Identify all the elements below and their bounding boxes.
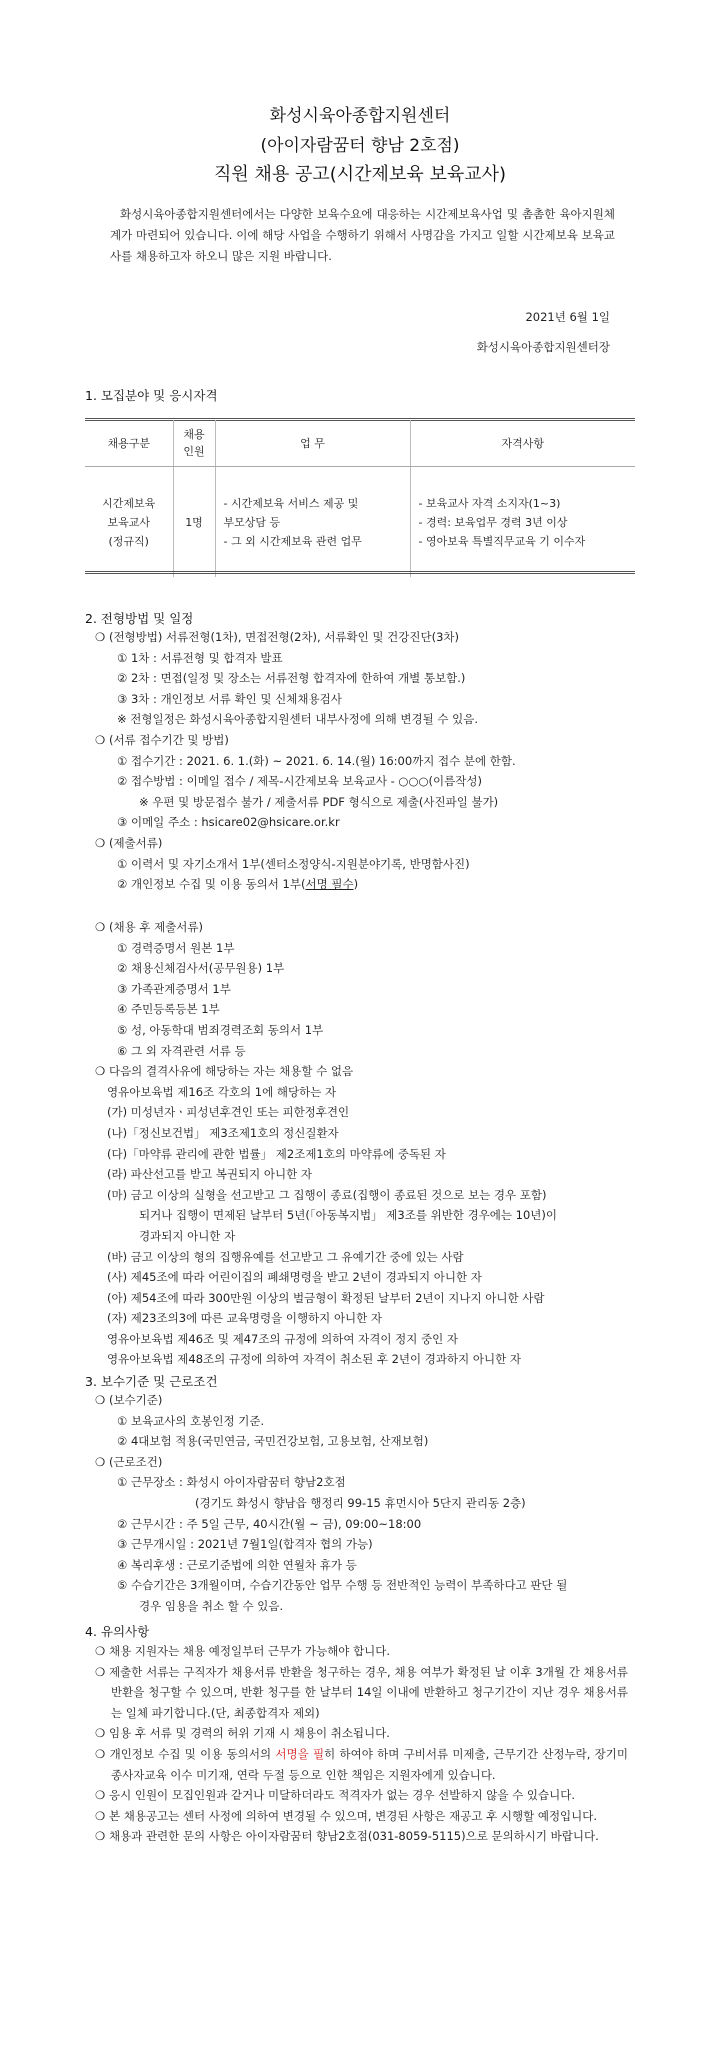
section4-title: 4. 유의사항 <box>85 1624 150 1639</box>
section3-block <box>95 1390 635 1617</box>
sub-line: ③ 가족관계증명서 1부 <box>117 981 231 996</box>
consent-close: ) <box>353 877 359 892</box>
sub-line: ② 근무시간 : 주 5일 근무, 40시간(월 ~ 금), 09:00~18:00 <box>117 1516 422 1531</box>
consent-line <box>95 874 635 895</box>
category-line: (정규직) <box>108 534 149 548</box>
sub-line: (바) 금고 이상의 형의 집행유예를 선고받고 그 유예기간 중에 있는 사람 <box>107 1249 464 1264</box>
notice-item: ❍ 채용 지원자는 채용 예정일부터 근무가 가능해야 합니다. <box>95 1644 391 1658</box>
sub-line: ① 이력서 및 자기소개서 1부(센터소정양식-지원분야기록, 반명함사진) <box>117 856 470 871</box>
sub-line: ① 보육교사의 호봉인정 기준. <box>117 1413 265 1428</box>
note-line: ※ 우편 및 방문접수 불가 / 제출서류 PDF 형식으로 제출(사진파일 불가) <box>139 794 499 809</box>
center-name-title: 화성시육아종합지원센터 <box>269 106 451 126</box>
note-line: ※ 전형일정은 화성시육아종합지원센터 내부사정에 의해 변경될 수 있음. <box>117 712 479 727</box>
sub-line: (사) 제45조에 따라 어린이집의 폐쇄명령을 받고 2년이 경과되지 아니한 자 <box>107 1270 482 1285</box>
sub-line: (다)「마약류 관리에 관한 법률」 제2조제1호의 마약류에 중독된 자 <box>107 1146 446 1161</box>
sub-line: ② 접수방법 : 이메일 접수 / 제목-시간제보육 보육교사 - ○○○(이름작성) <box>117 774 482 789</box>
cell-count: 1명 <box>173 467 215 578</box>
category-line: 시간제보육 <box>102 496 156 510</box>
header-category: 채용구분 <box>85 420 173 467</box>
bullet-line: ❍ (채용 후 제출서류) <box>95 920 204 934</box>
sub-line: ① 1차 : 서류전형 및 합격자 발표 <box>117 650 283 665</box>
sub-line: (가) 미성년자ㆍ피성년후견인 또는 피한정후견인 <box>107 1105 350 1120</box>
qual-line: - 보육교사 자격 소지자(1~3) <box>418 496 561 510</box>
section2-block <box>95 627 635 895</box>
sub-line: 경우 임용을 취소 할 수 있음. <box>139 1598 284 1613</box>
email-line: ③ 이메일 주소 : hsicare02@hsicare.or.kr <box>117 815 340 830</box>
qual-line: - 경력: 보육업무 경력 3년 이상 <box>418 515 568 529</box>
signature-required-red: 서명을 필 <box>275 1746 325 1761</box>
duty-line: 부모상담 등 <box>223 515 281 529</box>
sub-line: ② 2차 : 면접(일정 및 장소는 서류전형 합격자에 한하여 개별 통보함.) <box>117 671 466 686</box>
notice-item: ❍ 본 채용공고는 센터 사정에 의하여 변경될 수 있으며, 변경된 사항은 재공고 후 시행할 예정입니다. <box>95 1808 598 1823</box>
cell-quals <box>410 467 635 578</box>
consent-text: ② 개인정보 수집 및 이용 동의서 1부( <box>117 877 306 892</box>
sub-line: ① 근무장소 : 화성시 아이자람꿈터 향남2호점 <box>117 1475 346 1490</box>
sub-line: (라) 파산선고를 받고 복권되지 아니한 자 <box>107 1167 312 1182</box>
sub-line: ① 경력증명서 원본 1부 <box>117 940 235 955</box>
qual-line: - 영아보육 특별직무교육 기 이수자 <box>418 534 586 548</box>
table-bottom-border <box>85 571 635 574</box>
sub-line: ⑥ 그 외 자격관련 서류 등 <box>117 1043 246 1058</box>
bullet-line: ❍ (서류 접수기간 및 방법) <box>95 732 229 747</box>
cell-duties <box>215 467 410 578</box>
notice-title: 직원 채용 공고(시간제보육 보육교사) <box>213 164 507 185</box>
sub-line: 경과되지 아니한 자 <box>139 1228 236 1243</box>
consent-notice-rest: 히 하여야 하며 구비서류 미제출, 근무기간 산정누락, 장기미종사자교육 이수 미기재, 연락 두절 등으로 인한 책임은 지원자에게 있습니다. <box>111 1746 628 1782</box>
header-count-label: 채용 인원 <box>183 428 205 458</box>
sub-line: 영유아보육법 제46조 및 제47조의 규정에 의하여 자격이 정지 중인 자 <box>107 1331 458 1346</box>
duty-line: - 그 외 시간제보육 관련 업무 <box>223 534 362 548</box>
notice-item: ❍ 응시 인원이 모집인원과 같거나 미달하더라도 적격자가 없는 경우 선발하지 않을 수 있습니다. <box>95 1788 575 1803</box>
section2-title: 2. 전형방법 및 일정 <box>85 611 194 626</box>
table-row <box>85 467 635 578</box>
notice-item: ❍ 임용 후 서류 및 경력의 허위 기재 시 채용이 취소됩니다. <box>95 1726 390 1741</box>
notice-date: 2021년 6월 1일 <box>525 310 610 324</box>
sub-line: ⑤ 수습기간은 3개월이며, 수습기간동안 업무 수행 등 전반적인 능력이 부족하다고 판단 될 <box>117 1578 568 1593</box>
sub-line: ③ 근무개시일 : 2021년 7월1일(합격자 협의 가능) <box>117 1537 373 1552</box>
category-line: 보육교사 <box>107 515 150 529</box>
bullet-line: ❍ (보수기준) <box>95 1393 163 1407</box>
sub-line: 영유아보육법 제48조의 규정에 의하여 자격이 취소된 후 2년이 경과하지 아니한 자 <box>107 1352 521 1367</box>
header-duties: 업 무 <box>215 420 410 467</box>
sub-line: (마) 금고 이상의 실형을 선고받고 그 집행이 종료(집행이 종료된 것으로 보는 경우 포함) <box>107 1187 547 1202</box>
sub-line: (아) 제54조에 따라 300만원 이상의 벌금형이 확정된 날부터 2년이 지나지 아니한 사람 <box>107 1290 545 1305</box>
bullet-line: ❍ (근로조건) <box>95 1454 163 1469</box>
sub-line: ① 접수기간 : 2021. 6. 1.(화) ~ 2021. 6. 14.(월) 16:00까지 접수 분에 한함. <box>117 753 516 768</box>
signature-required: 서명 필수 <box>305 877 354 892</box>
notice-item-consent <box>95 1744 628 1785</box>
cell-category <box>85 467 173 578</box>
sub-line: 영유아보육법 제16조 각호의 1에 해당하는 자 <box>107 1084 337 1099</box>
sub-line: ⑤ 성, 아동학대 범죄경력조회 동의서 1부 <box>117 1022 324 1037</box>
section3-title: 3. 보수기준 및 근로조건 <box>85 1374 218 1389</box>
section4-block <box>95 1641 628 1847</box>
address-line: (경기도 화성시 향남읍 행정리 99-15 휴먼시아 5단지 관리동 2층) <box>195 1495 526 1510</box>
sub-line: ③ 3차 : 개인정보 서류 확인 및 신체채용검사 <box>117 691 342 706</box>
section1-title: 1. 모집분야 및 응시자격 <box>85 388 218 403</box>
notice-item: ❍ 채용과 관련한 문의 사항은 아이자람꿈터 향남2호점(031-8059-5115)으로 문의하시기 바랍니다. <box>95 1829 599 1844</box>
section2-after-block <box>95 917 635 1370</box>
issuer-name: 화성시육아종합지원센터장 <box>476 340 610 354</box>
sub-line: (자) 제23조의3에 따른 교육명령을 이행하지 아니한 자 <box>107 1311 383 1326</box>
sub-line: ② 4대보험 적용(국민연금, 국민건강보험, 고용보험, 산재보험) <box>117 1434 429 1449</box>
intro-paragraph: 화성시육아종합지원센터에서는 다양한 보육수요에 대응하는 시간제보육사업 및 촘촘한 육아지원체계가 마련되어 있습니다. 이에 해당 사업을 수행하기 위해서 사명감을 가지고 일할 시간제보육 보육교사를 채용하고자 하오니 많은 지원 바랍니다. <box>110 207 615 263</box>
sub-line: ④ 복리후생 : 근로기준법에 의한 연월차 휴가 등 <box>117 1557 357 1572</box>
notice-item: ❍ 제출한 서류는 구직자가 채용서류 반환을 청구하는 경우, 채용 여부가 확정된 날 이후 3개월 간 채용서류 반환을 청구할 수 있으며, 반환 청구를 한 날부터 14일 이내에 반환하고 청구기간이 지난 경우 채용서류는 일체 파기합니다.(단, 최종합격자 제외) <box>95 1664 628 1720</box>
bullet-line: ❍ 다음의 결격사유에 해당하는 자는 채용할 수 없음 <box>95 1064 354 1079</box>
recruitment-table <box>85 420 635 577</box>
sub-line: (나)「정신보건법」 제3조제1호의 정신질환자 <box>107 1125 339 1140</box>
header-quals: 자격사항 <box>410 420 635 467</box>
bullet-line: ❍ (전형방법) 서류전형(1차), 면접전형(2차), 서류확인 및 건강진단(3차) <box>95 630 460 644</box>
sub-line: 되거나 집행이 면제된 날부터 5년(「아동복지법」 제3조를 위반한 경우에는 10년)이 <box>139 1208 558 1223</box>
bullet-line: ❍ (제출서류) <box>95 835 163 850</box>
branch-subtitle: (아이자람꿈터 향남 2호점) <box>260 136 460 156</box>
sub-line: ④ 주민등록등본 1부 <box>117 1002 220 1017</box>
consent-notice-text: ❍ 개인정보 수집 및 이용 동의서의 <box>95 1746 276 1761</box>
sub-line: ② 채용신체검사서(공무원용) 1부 <box>117 961 285 976</box>
header-count <box>173 420 215 467</box>
table-header-row <box>85 420 635 467</box>
duty-line: - 시간제보육 서비스 제공 및 <box>223 496 359 510</box>
